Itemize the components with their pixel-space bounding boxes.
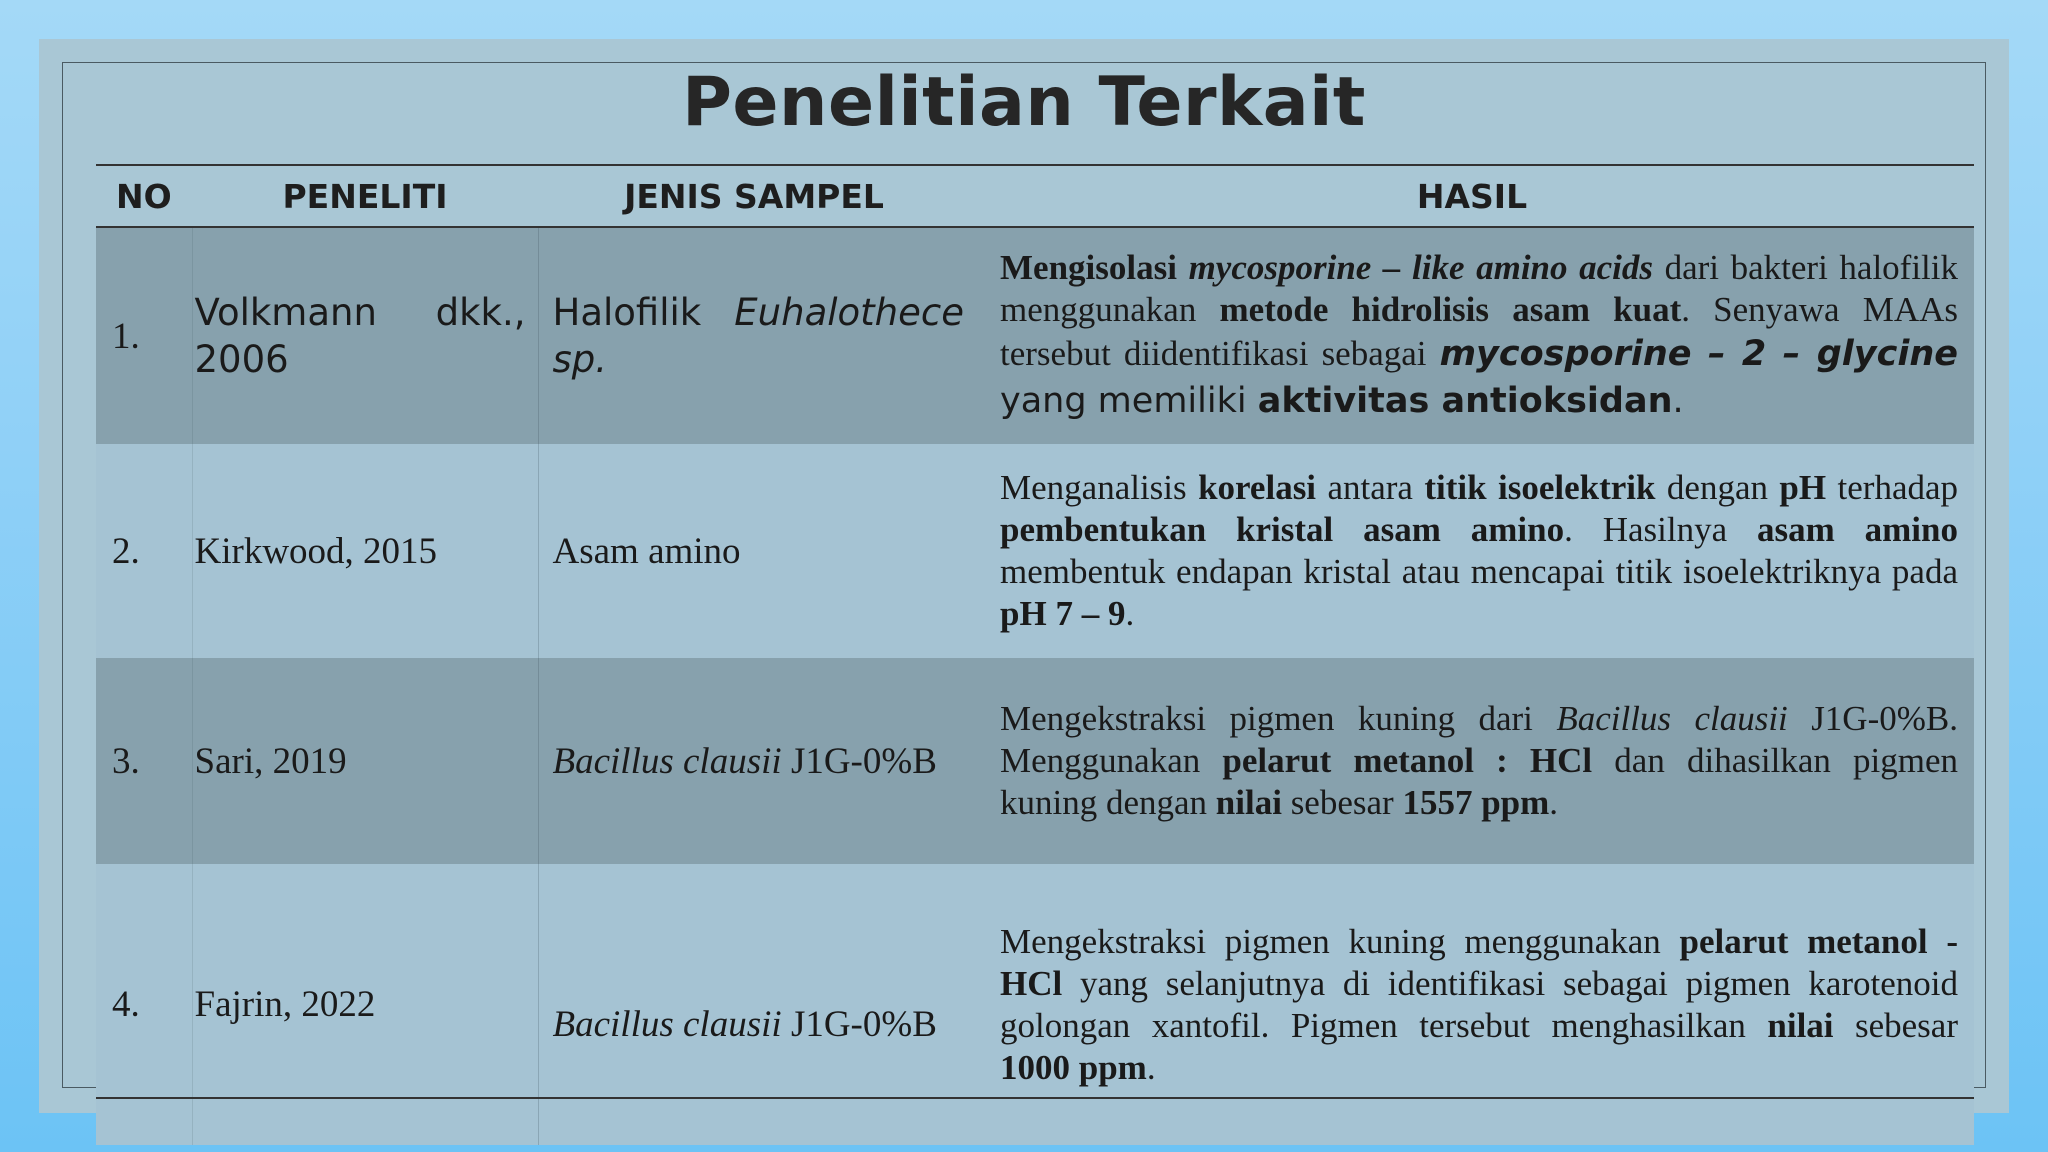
sample-type-text: Halofilik bbox=[552, 291, 735, 334]
result-span: membentuk endapan kristal atau mencapai titik isoelektriknya pada bbox=[1000, 552, 1958, 591]
row-result bbox=[970, 227, 1974, 444]
row-result bbox=[970, 444, 1974, 658]
slide-title: Penelitian Terkait bbox=[682, 63, 1366, 142]
row-sample-type bbox=[538, 658, 970, 864]
result-span: 1000 ppm bbox=[1000, 1047, 1147, 1087]
row-researcher: Sari, 2019 bbox=[192, 658, 538, 864]
header-no: NO bbox=[96, 165, 192, 227]
result-text bbox=[1000, 467, 1958, 635]
result-span: antara bbox=[1316, 468, 1425, 507]
result-span: yang memiliki bbox=[1000, 381, 1258, 421]
result-span: sebesar bbox=[1281, 783, 1403, 822]
result-span: yang selanjutnya di identifikasi sebagai pigmen karotenoid golongan xantofil. Pigmen tersebut menghasilkan bbox=[1000, 963, 1958, 1045]
result-span: nilai bbox=[1767, 1005, 1834, 1045]
result-span: Mengekstraksi pigmen kuning menggunakan bbox=[1000, 921, 1680, 961]
result-text bbox=[1000, 247, 1958, 425]
result-span: aktivitas antioksidan bbox=[1257, 381, 1673, 421]
row-number: 3. bbox=[96, 658, 192, 864]
row-result bbox=[970, 658, 1974, 864]
result-span: metode hidrolisis asam kuat bbox=[1219, 290, 1682, 329]
table-row bbox=[96, 658, 1974, 864]
result-span: terhadap bbox=[1826, 468, 1959, 507]
result-span: Mengekstraksi pigmen kuning dari bbox=[1000, 699, 1557, 738]
result-span: 1557 ppm bbox=[1402, 783, 1550, 822]
result-span: dari bakteri halofilik menggunakan bbox=[1000, 248, 1958, 329]
result-span: nilai bbox=[1215, 783, 1282, 822]
header-jenis-sampel: JENIS SAMPEL bbox=[538, 165, 970, 227]
result-span: . bbox=[1672, 381, 1684, 421]
result-span: . bbox=[1549, 783, 1559, 822]
table-header-row bbox=[96, 165, 1974, 227]
result-span: pH bbox=[1779, 468, 1827, 507]
table-row bbox=[96, 227, 1974, 444]
sample-type-species: Euhalothece sp. bbox=[552, 291, 964, 381]
result-span: J1G-0%B. Menggunakan bbox=[1000, 699, 1958, 780]
row-sample-type bbox=[538, 227, 970, 444]
row-researcher: Kirkwood, 2015 bbox=[192, 444, 538, 658]
sample-type-species: Bacillus clausii bbox=[552, 1003, 782, 1045]
sample-type-text: J1G-0%B bbox=[781, 1003, 937, 1045]
result-span: pH 7 – 9 bbox=[1000, 594, 1126, 633]
result-span: pelarut metanol : HCl bbox=[1222, 741, 1593, 780]
row-researcher: Volkmann dkk., 2006 bbox=[192, 227, 538, 444]
result-text bbox=[1000, 698, 1958, 824]
result-span: mycosporine – 2 – glycine bbox=[1439, 334, 1959, 374]
header-peneliti: PENELITI bbox=[192, 165, 538, 227]
result-span: asam amino bbox=[1757, 510, 1958, 549]
row-sample-type: Asam amino bbox=[538, 444, 970, 658]
row-number: 2. bbox=[96, 444, 192, 658]
header-hasil: HASIL bbox=[970, 165, 1974, 227]
result-span: titik isoelektrik bbox=[1424, 468, 1656, 507]
result-span: pelarut metanol - HCl bbox=[1000, 921, 1958, 1003]
row-result bbox=[970, 864, 1974, 1145]
result-span: . Senyawa MAAs tersebut diidentifikasi sebagai bbox=[1000, 290, 1959, 373]
sample-type-species: Bacillus clausii bbox=[552, 740, 782, 782]
result-span: . Hasilnya bbox=[1564, 510, 1757, 549]
row-researcher: Fajrin, 2022 bbox=[192, 864, 538, 1145]
table-row bbox=[96, 864, 1974, 1145]
table-row bbox=[96, 444, 1974, 658]
row-sample-type bbox=[538, 864, 970, 1145]
result-span: . bbox=[1146, 1047, 1156, 1087]
result-text bbox=[1000, 921, 1958, 1089]
row-number: 1. bbox=[96, 227, 192, 444]
table-bottom-rule bbox=[96, 1097, 1974, 1099]
result-span: pembentukan kristal asam amino bbox=[1000, 510, 1565, 549]
result-span: korelasi bbox=[1198, 468, 1317, 507]
result-span: Bacillus clausii bbox=[1556, 699, 1788, 738]
sample-type-text: J1G-0%B bbox=[781, 740, 937, 782]
result-span: Mengisolasi bbox=[1000, 248, 1189, 287]
row-number: 4. bbox=[96, 864, 192, 1145]
result-span: Menganalisis bbox=[1000, 468, 1199, 507]
result-span: dan dihasilkan pigmen kuning dengan bbox=[1000, 741, 1958, 822]
research-table bbox=[96, 164, 1974, 1145]
result-span: . bbox=[1125, 594, 1135, 633]
result-span: sebesar bbox=[1833, 1005, 1958, 1045]
result-span: mycosporine – like amino acids bbox=[1188, 248, 1654, 287]
result-span: dengan bbox=[1655, 468, 1780, 507]
